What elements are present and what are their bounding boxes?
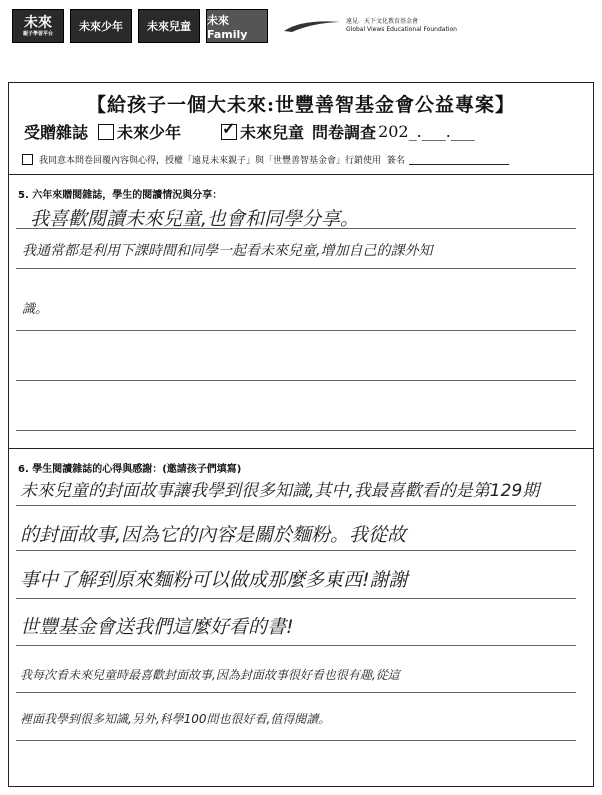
option-2-label: 未來兒童 xyxy=(240,123,305,142)
form-title: 【給孩子一個大未來:世豐善智基金會公益專案】 xyxy=(86,94,515,116)
option-1-label: 未來少年 xyxy=(117,123,182,142)
writing-line xyxy=(16,598,576,599)
writing-line xyxy=(16,550,576,551)
survey-label: 問卷調查 xyxy=(312,123,377,142)
writing-line xyxy=(16,505,576,506)
writing-line xyxy=(16,268,576,269)
foundation-name-en: Global Views Educational Foundation xyxy=(346,26,457,33)
consent-checkbox[interactable] xyxy=(22,154,33,165)
writing-line xyxy=(16,330,576,331)
section-6-handwriting-line: 未來兒童的封面故事讓我學到很多知識,其中,我最喜歡看的是第129期 xyxy=(20,481,540,501)
option-1-checkbox[interactable] xyxy=(98,124,114,140)
writing-line xyxy=(16,645,576,646)
foundation-logo xyxy=(282,18,457,34)
weilai-family-logo: 未來Family xyxy=(206,9,268,43)
writing-line xyxy=(16,430,576,431)
weilai-logo: 未來 親子學習平台 xyxy=(12,9,64,43)
foundation-swoosh-icon xyxy=(282,19,342,33)
signature-line[interactable] xyxy=(409,154,509,165)
section-6-handwriting-line: 的封面故事,因為它的內容是關於麵粉。我從故 xyxy=(20,524,407,546)
section-5-handwriting-line: 我喜歡閱讀未來兒童,也會和同學分享。 xyxy=(30,208,360,230)
writing-line xyxy=(16,380,576,381)
writing-line xyxy=(16,740,576,741)
signature-label: 簽名 xyxy=(387,156,406,166)
section-6-label: 6. 學生閱讀雜誌的心得與感謝：(邀請孩子們填寫) xyxy=(18,464,242,475)
section-6-handwriting-line: 裡面我學到很多知識,另外,科學100問也很好看,值得閱讀。 xyxy=(20,712,331,726)
magazine-row xyxy=(24,120,475,143)
divider xyxy=(8,174,594,175)
writing-line xyxy=(16,692,576,693)
section-5-label: 5. 六年來贈閱雜誌，學生的閱讀情況與分享： xyxy=(18,190,223,201)
section-5-handwriting-line: 識。 xyxy=(22,302,49,317)
section-5-handwriting-line: 我通常都是利用下課時間和同學一起看未來兒童,增加自己的課外知 xyxy=(22,243,433,259)
section-6-handwriting-line: 我每次看未來兒童時最喜歡封面故事,因為封面故事很好看也很有趣,從這 xyxy=(20,668,400,682)
header-logos xyxy=(12,8,457,44)
divider xyxy=(8,448,594,449)
option-2-checkbox[interactable] xyxy=(221,124,237,140)
section-6-handwriting-line: 事中了解到原來麵粉可以做成那麼多東西!謝謝 xyxy=(20,569,408,591)
consent-text: 我同意本問卷回覆內容與心得，授權「遠見未來親子」與「世豐善智基金會」行銷使用 xyxy=(39,156,382,166)
foundation-name-zh: 遠見．天下文化教育基金會 xyxy=(346,18,419,26)
weilai-shaonian-logo: 未來少年 xyxy=(70,9,132,43)
consent-row xyxy=(22,153,509,166)
magazine-label: 受贈雜誌 xyxy=(24,123,89,142)
survey-date: 202_.___.___ xyxy=(378,122,475,141)
section-6-handwriting-line: 世豐基金會送我們這麼好看的書! xyxy=(20,616,294,638)
weilai-ertong-logo: 未來兒童 xyxy=(138,9,200,43)
